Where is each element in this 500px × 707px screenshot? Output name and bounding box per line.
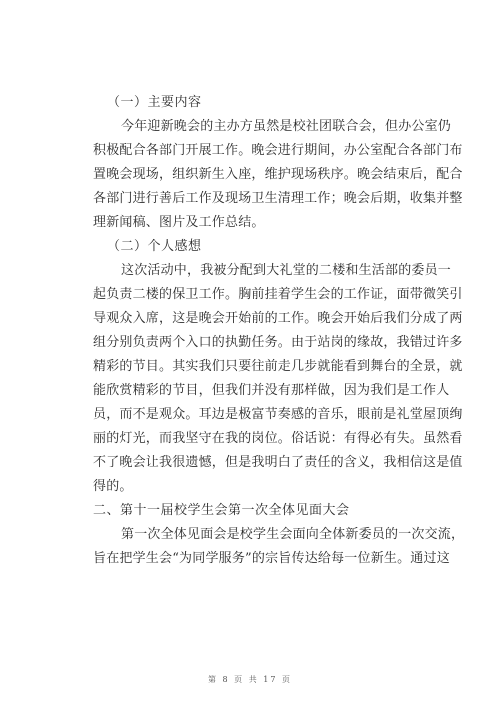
paragraph-meeting [93,523,465,571]
paragraph-line: 置晚会现场，组织新生入座，维护现场秩序。晚会结束后，配合 [93,167,463,182]
paragraph-main-content [93,115,463,235]
section-heading-personal-thoughts: （二）个人感想 [107,239,202,254]
paragraph-line: 丽的灯光，而我坚守在我的岗位。俗话说：有得必有失。虽然看 [93,431,463,446]
paragraph-line: 精彩的节目。其实我们只要往前走几步就能看到舞台的全景，就 [93,359,463,374]
paragraph-line: 得的。 [93,479,133,494]
paragraph-line: 组分别负责两个入口的执勤任务。由于站岗的缘故，我错过许多 [93,335,463,350]
paragraph-line: 积极配合各部门开展工作。晚会进行期间，办公室配合各部门布 [93,143,463,158]
paragraph-line: 今年迎新晚会的主办方虽然是校社团联合会，但办公室仍 [121,119,452,134]
section-heading-meeting: 二、第十一届校学生会第一次全体见面大会 [93,503,350,518]
paragraph-line: 能欣赏精彩的节目，但我们并没有那样做，因为我们是工作人 [93,383,450,398]
document-body [93,91,465,571]
paragraph-personal-thoughts [93,259,463,499]
paragraph-line: 起负责二楼的保卫工作。胸前挂着学生会的工作证，面带微笑引 [93,287,463,302]
section-heading-main-content: （一）主要内容 [107,95,202,110]
paragraph-line: 不了晚会让我很遗憾，但是我明白了责任的含义，我相信这是值 [93,455,463,470]
paragraph-line: 理新闻稿、图片及工作总结。 [93,215,265,230]
paragraph-line: 员，而不是观众。耳边是极富节奏感的音乐，眼前是礼堂屋顶绚 [93,407,463,422]
page-footer: 第 8 页 共 17 页 [208,675,292,684]
paragraph-line: 这次活动中，我被分配到大礼堂的二楼和生活部的委员一 [121,263,452,278]
paragraph-line: 各部门进行善后工作及现场卫生清理工作；晚会后期，收集并整 [93,191,463,206]
paragraph-line: 导观众入席，这是晚会开始前的工作。晚会开始后我们分成了两 [93,311,463,326]
paragraph-line: 第一次全体见面会是校学生会面向全体新委员的一次交流， [121,527,465,542]
paragraph-line: 旨在把学生会“为同学服务”的宗旨传达给每一位新生。通过这 [93,551,450,566]
